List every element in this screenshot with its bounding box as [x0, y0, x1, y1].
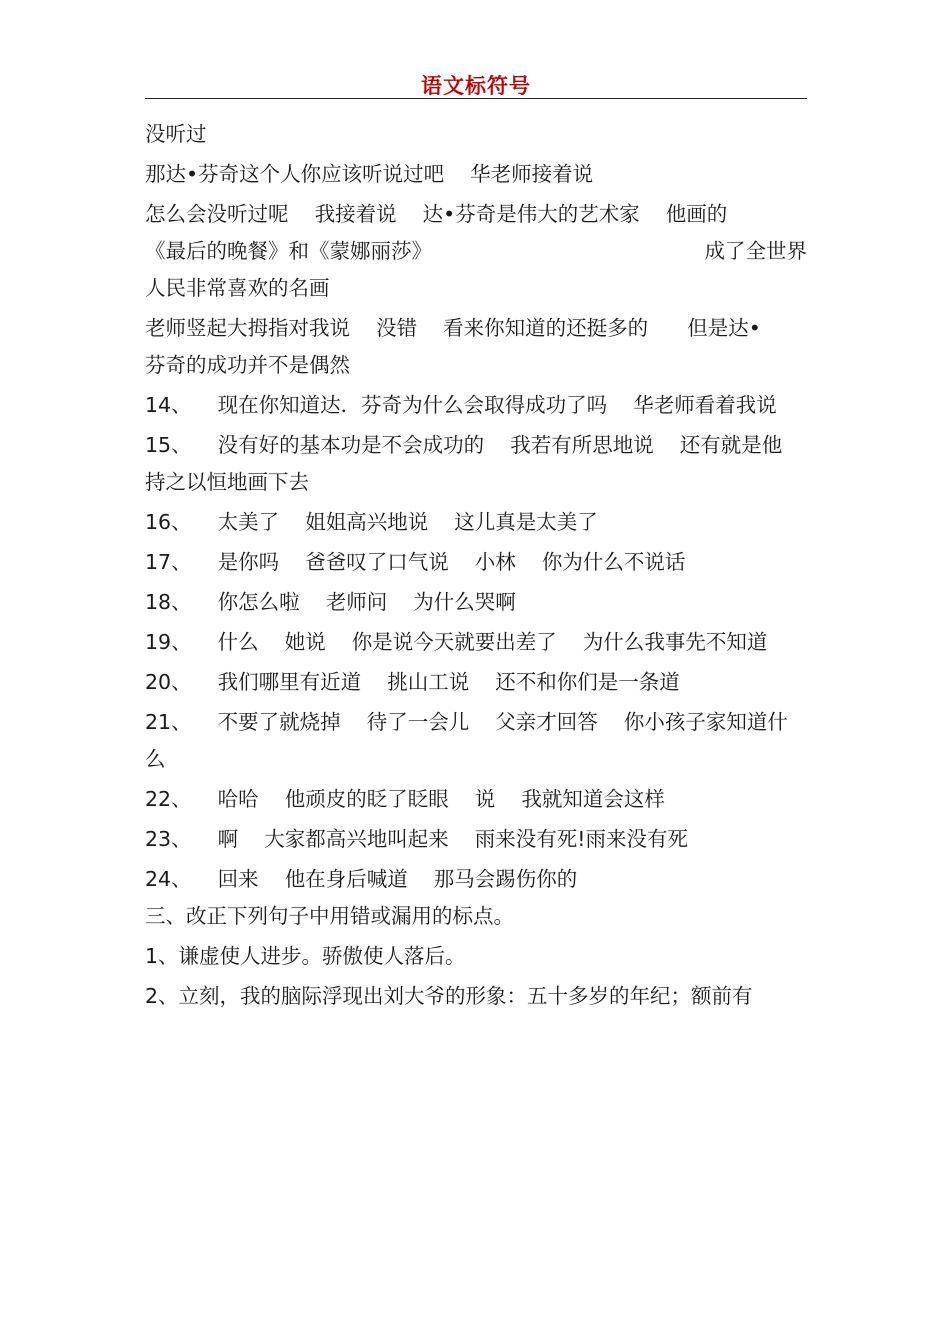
numbered-line: 2、立刻，我的脑际浮现出刘大爷的形象：五十多岁的年纪；额前有: [145, 984, 753, 1008]
header-divider: [145, 98, 807, 99]
text-line: 芬奇的成功并不是偶然: [145, 353, 350, 377]
page-title: 语文标符号: [421, 74, 531, 98]
text-line: [145, 233, 807, 270]
text-line: 老师竖起大拇指对我说 没错 看来你知道的还挺多的 但是达•: [145, 316, 761, 340]
text-segment: 成了全世界: [704, 239, 807, 263]
numbered-line: 22、 哈哈 他顽皮的眨了眨眼 说 我就知道会这样: [145, 787, 665, 811]
text-line: 么: [145, 747, 166, 771]
numbered-line: 14、 现在你知道达．芬奇为什么会取得成功了吗 华老师看着我说: [145, 393, 777, 417]
numbered-line: 17、 是你吗 爸爸叹了口气说 小林 你为什么不说话: [145, 550, 686, 574]
numbered-line: 21、 不要了就烧掉 待了一会儿 父亲才回答 你小孩子家知道什: [145, 710, 788, 734]
numbered-line: 19、 什么 她说 你是说今天就要出差了 为什么我事先不知道: [145, 630, 768, 654]
text-line: 那达•芬奇这个人你应该听说过吧 华老师接着说: [145, 162, 594, 186]
text-line: 持之以恒地画下去: [145, 470, 309, 494]
section-heading: 三、改正下列句子中用错或漏用的标点。: [145, 904, 514, 928]
numbered-line: 23、 啊 大家都高兴地叫起来 雨来没有死!雨来没有死: [145, 827, 688, 851]
text-line: 怎么会没听过呢 我接着说 达•芬奇是伟大的艺术家 他画的: [145, 202, 728, 226]
numbered-line: 18、 你怎么啦 老师问 为什么哭啊: [145, 590, 516, 614]
numbered-line: 16、 太美了 姐姐高兴地说 这儿真是太美了: [145, 510, 598, 534]
numbered-line: 24、 回来 他在身后喊道 那马会踢伤你的: [145, 867, 578, 891]
text-line: 人民非常喜欢的名画: [145, 276, 330, 300]
text-segment: 《最后的晚餐》和《蒙娜丽莎》: [145, 239, 432, 263]
numbered-line: 20、 我们哪里有近道 挑山工说 还不和你们是一条道: [145, 670, 680, 694]
text-line: 没听过: [145, 122, 207, 146]
document-body: [145, 116, 807, 1015]
page-header: [145, 70, 807, 100]
numbered-line: 15、 没有好的基本功是不会成功的 我若有所思地说 还有就是他: [145, 433, 783, 457]
numbered-line: 1、谦虚使人进步。骄傲使人落后。: [145, 944, 466, 968]
